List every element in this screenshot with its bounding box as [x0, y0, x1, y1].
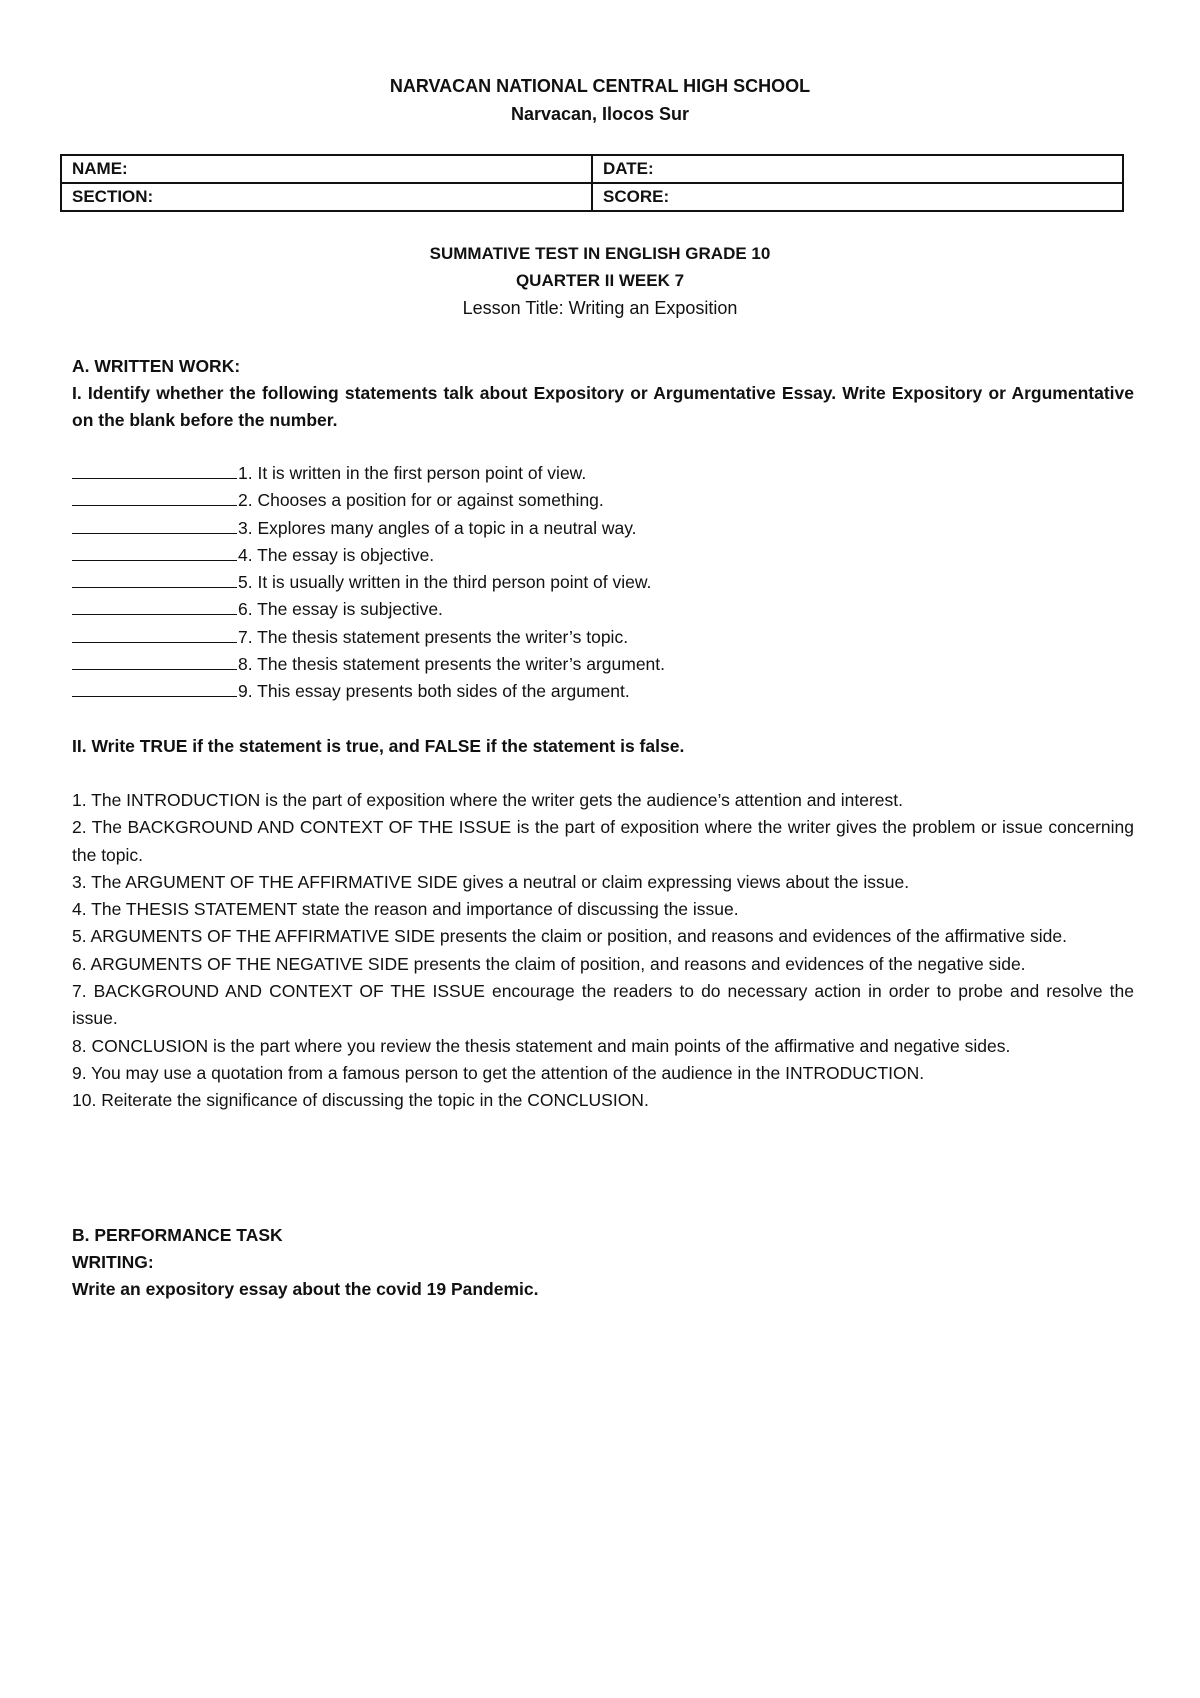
list-item [72, 569, 1134, 596]
answer-blank[interactable] [72, 651, 237, 670]
answer-blank[interactable] [72, 678, 237, 697]
item-text: 4. The essay is objective. [238, 544, 435, 565]
list-item: 4. The THESIS STATEMENT state the reason and importance of discussing the issue. [72, 899, 739, 920]
table-row [61, 183, 1123, 211]
performance-task-instruction: Write an expository essay about the covid 19 Pandemic. [72, 1279, 539, 1299]
item-text: 1. It is written in the first person point of view. [238, 463, 587, 483]
school-address: Narvacan, Ilocos Sur [510, 104, 690, 124]
answer-blank[interactable] [72, 624, 237, 643]
score-field: SCORE: [592, 183, 1123, 211]
item-text: 5. It is usually written in the third person point of view. [238, 572, 652, 593]
item-text: 6. The essay is subjective. [238, 599, 443, 620]
list-item [72, 515, 1134, 542]
list-item [72, 678, 1134, 705]
school-name: NARVACAN NATIONAL CENTRAL HIGH SCHOOL [389, 76, 811, 96]
list-item: 3. The ARGUMENT OF THE AFFIRMATIVE SIDE gives a neutral or claim expressing views about the issue. [72, 871, 910, 892]
part1-item-list [72, 460, 1134, 706]
list-item: 1. The INTRODUCTION is the part of exposition where the writer gets the audience’s attention and interest. [72, 790, 904, 810]
list-item: 9. You may use a quotation from a famous person to get the attention of the audience in the INTRODUCTION. [72, 1062, 925, 1083]
list-item [72, 596, 1134, 623]
part2-instruction-block [72, 733, 1134, 760]
part2-item-list [72, 787, 1134, 1115]
part1-instruction: I. Identify whether the following statements talk about Expository or Argumentative Essay. Write Expository or Argumentative on the blank before the number. [72, 383, 1134, 430]
item-text: 9. This essay presents both sides of the argument. [238, 681, 630, 702]
list-item: 5. ARGUMENTS OF THE AFFIRMATIVE SIDE presents the claim or position, and reasons and evidences of the affirmative side. [72, 926, 1067, 947]
written-work-section [72, 353, 1134, 434]
item-text: 3. Explores many angles of a topic in a neutral way. [238, 517, 637, 538]
item-text: 2. Chooses a position for or against something. [238, 490, 604, 511]
written-work-heading: A. WRITTEN WORK: [72, 356, 241, 376]
answer-blank[interactable] [72, 596, 237, 615]
section-field: SECTION: [61, 183, 592, 211]
student-info-table [60, 154, 1124, 212]
performance-task-heading: B. PERFORMANCE TASK [72, 1225, 283, 1245]
lesson-title: Lesson Title: Writing an Exposition [462, 298, 738, 318]
list-item: 10. Reiterate the significance of discussing the topic in the CONCLUSION. [72, 1090, 649, 1111]
answer-blank[interactable] [72, 460, 237, 479]
date-field: DATE: [592, 155, 1123, 183]
table-row [61, 155, 1123, 183]
test-quarter: QUARTER II WEEK 7 [515, 271, 685, 290]
item-text: 8. The thesis statement presents the writer’s argument. [238, 654, 666, 675]
answer-blank[interactable] [72, 487, 237, 506]
list-item: 8. CONCLUSION is the part where you review the thesis statement and main points of the affirmative and negative sides. [72, 1035, 1011, 1056]
list-item [72, 624, 1134, 651]
answer-blank[interactable] [72, 569, 237, 588]
performance-task-subheading: WRITING: [72, 1252, 154, 1272]
list-item: 7. BACKGROUND AND CONTEXT OF THE ISSUE encourage the readers to do necessary action in order to probe and resolve the issue. [72, 981, 1134, 1029]
list-item: 6. ARGUMENTS OF THE NEGATIVE SIDE presents the claim of position, and reasons and evidences of the negative side. [72, 953, 1026, 974]
performance-task-section [72, 1222, 1134, 1303]
list-item [72, 542, 1134, 569]
item-text: 7. The thesis statement presents the writer’s topic. [238, 626, 629, 647]
list-item [72, 651, 1134, 678]
test-title: SUMMATIVE TEST IN ENGLISH GRADE 10 [429, 244, 771, 263]
list-item [72, 460, 1134, 487]
list-item [72, 487, 1134, 514]
list-item: 2. The BACKGROUND AND CONTEXT OF THE ISSUE is the part of exposition where the writer gives the problem or issue concerning the topic. [72, 817, 1134, 865]
part2-instruction: II. Write TRUE if the statement is true, and FALSE if the statement is false. [72, 736, 685, 756]
name-field: NAME: [61, 155, 592, 183]
answer-blank[interactable] [72, 542, 237, 561]
answer-blank[interactable] [72, 515, 237, 534]
